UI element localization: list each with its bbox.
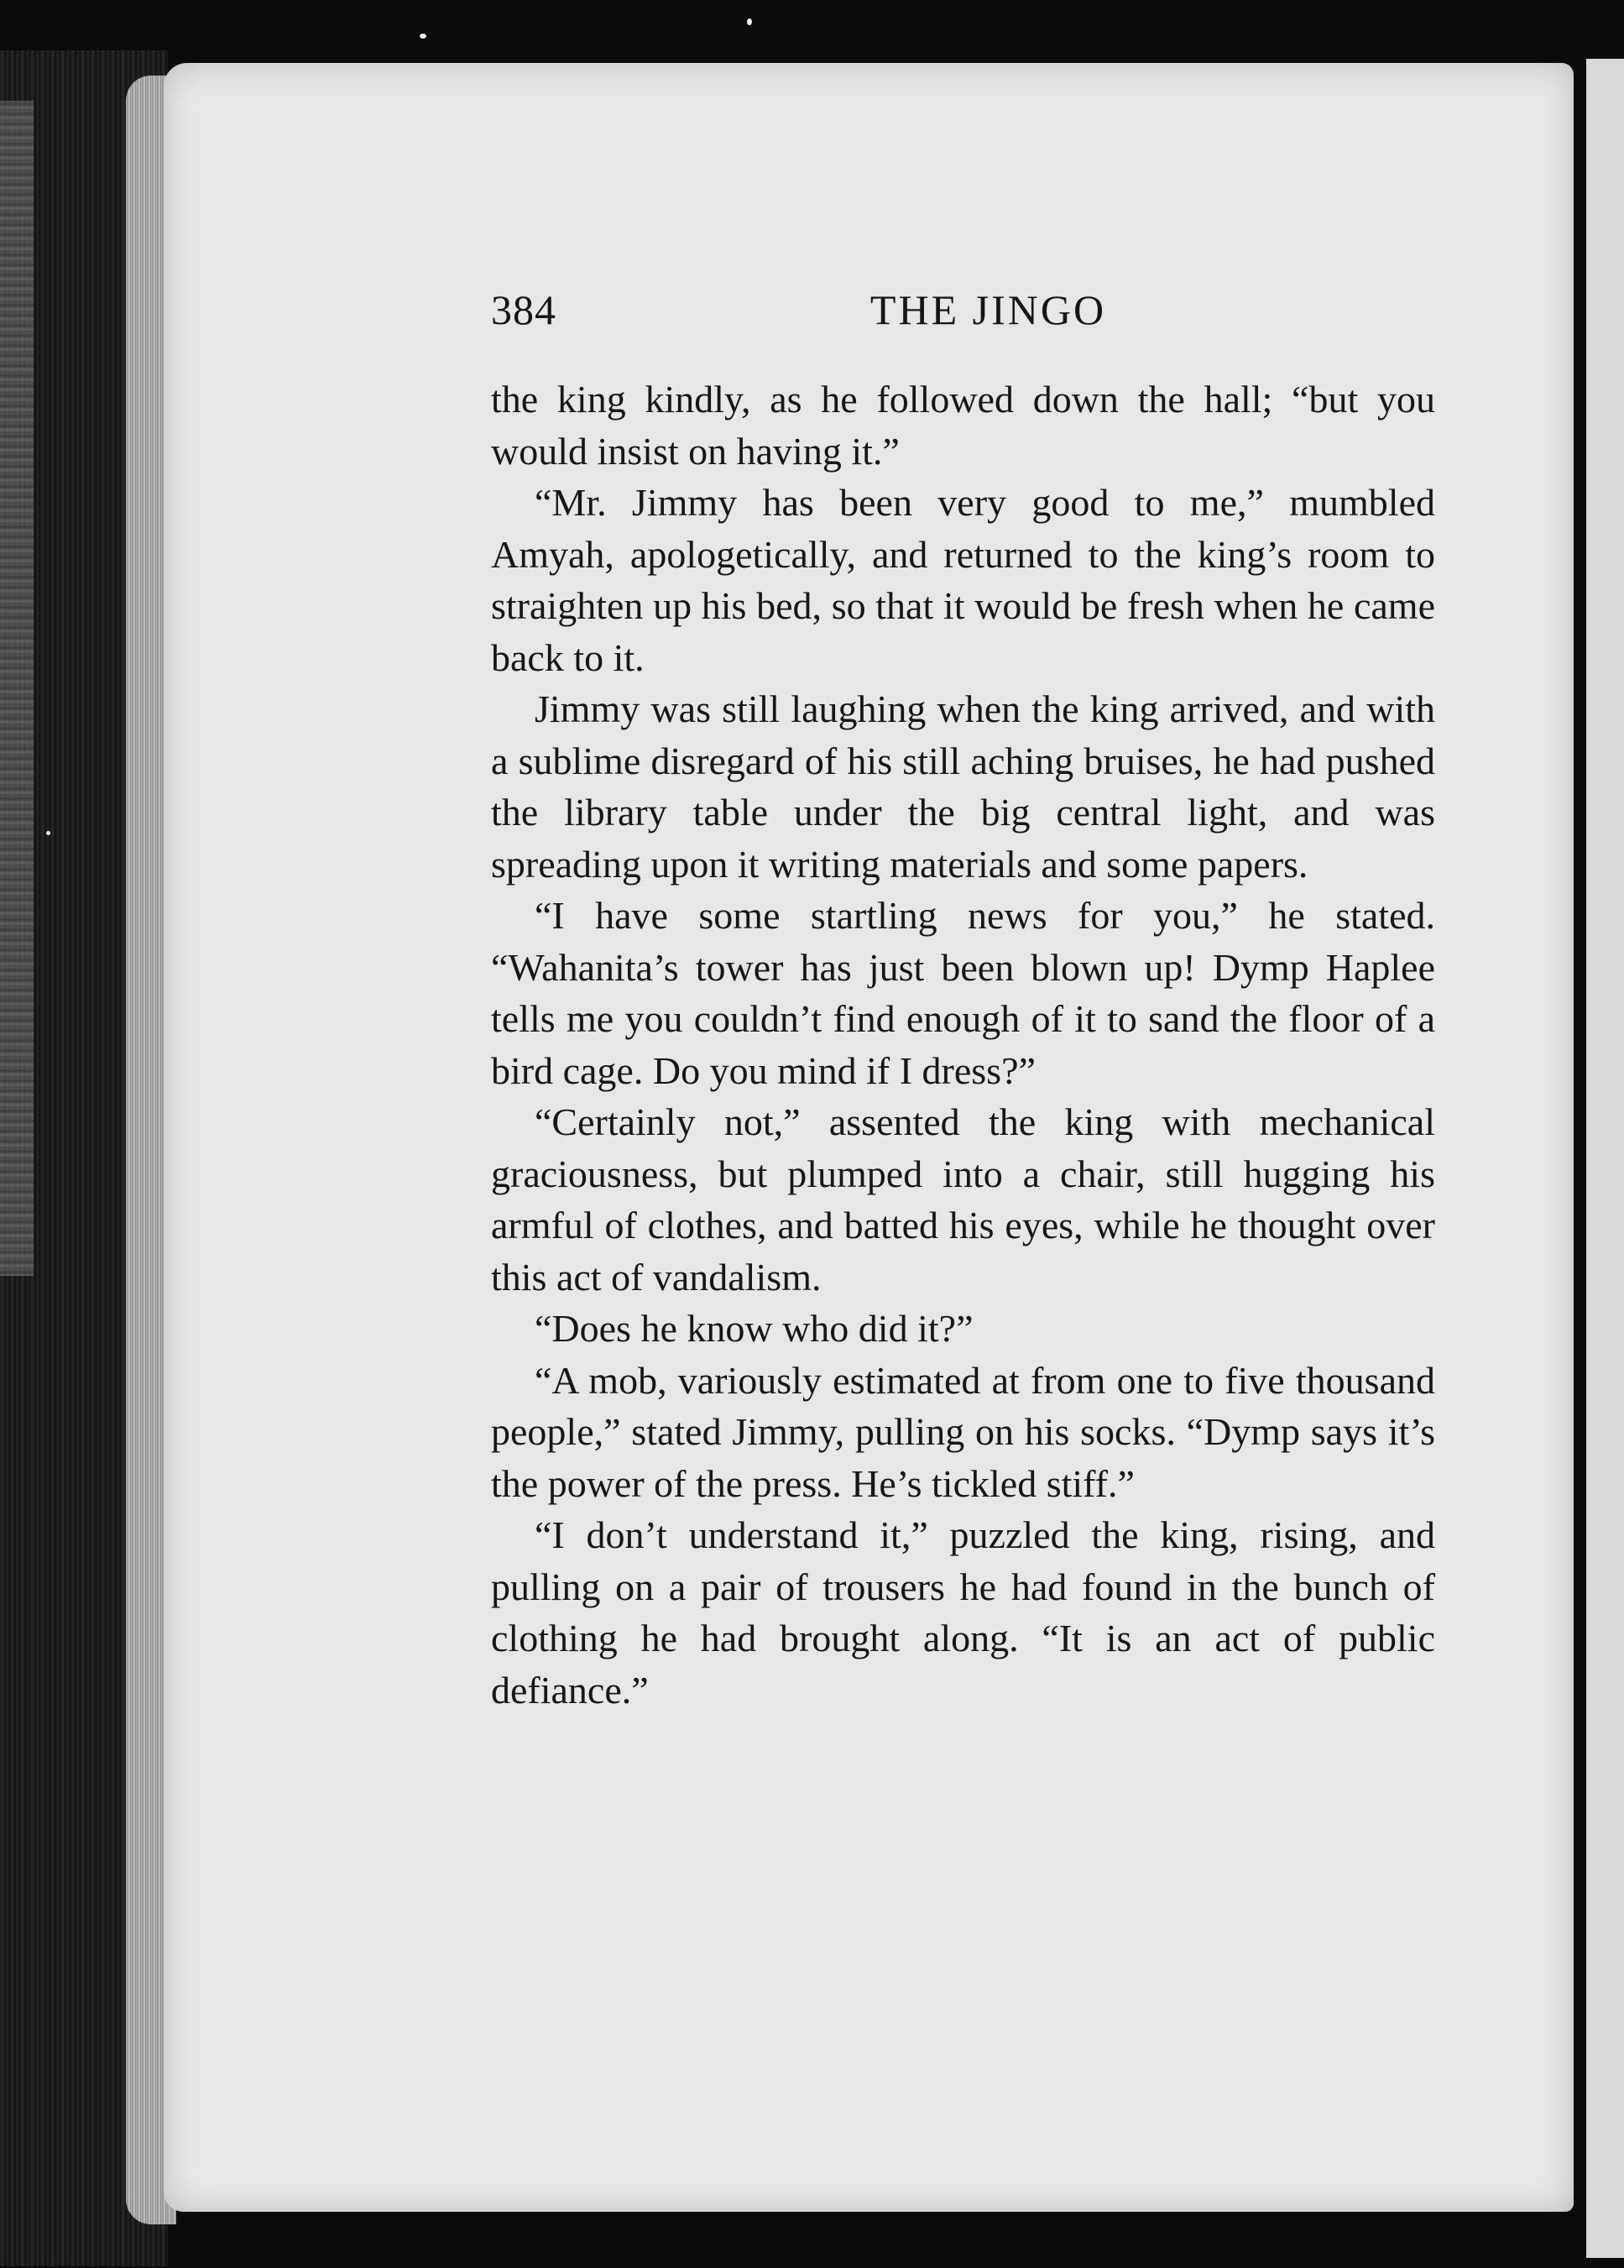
- paragraph: “A mob, variously estimated at from one to five thousand people,” stated Jimmy, pulling on his socks. “Dymp says it’s the power of the press. He’s tickled stiff.”: [491, 1358, 1435, 1505]
- scan-speck: [46, 831, 50, 835]
- paragraph: “Certainly not,” assented the king with mechanical graciousness, but plumped into a chair, still hugging his armful of clothes, and batted his eyes, while he thought over this act of vandalism.: [491, 1100, 1435, 1299]
- paragraph: the king kindly, as he followed down the hall; “but you would insist on having it.”: [491, 378, 1435, 473]
- paragraph: “Does he know who did it?”: [535, 1307, 974, 1350]
- paragraph: “I have some startling news for you,” he stated. “Wahanita’s tower has just been blown up! Dymp Haplee tells me you couldn’t find enough of it to sand the floor of a bird cage. Do you mind if I dress?”: [491, 894, 1435, 1092]
- body-text: [491, 374, 1435, 1716]
- paragraph: Jimmy was still laughing when the king arrived, and with a sublime disregard of his still aching bruises, he had pushed the library table under the big central light, and was spreading upon it writing materials and some papers.: [491, 687, 1435, 886]
- page-number: 384: [491, 286, 556, 333]
- scan-speck: [747, 18, 752, 25]
- book-cover-edge: [0, 101, 34, 1276]
- scan-speck: [420, 34, 426, 39]
- paragraph: “Mr. Jimmy has been very good to me,” mumbled Amyah, apologetically, and returned to the king’s room to straighten up his bed, so that it would be fresh when he came back to it.: [491, 481, 1435, 679]
- facing-page-edge: [1586, 59, 1624, 2258]
- running-title: THE JINGO: [869, 286, 1107, 333]
- running-head: [491, 285, 1435, 344]
- paragraph: “I don’t understand it,” puzzled the king, rising, and pulling on a pair of trousers he had found in the bunch of clothing he had brought along. “It is an act of public defiance.”: [491, 1513, 1435, 1711]
